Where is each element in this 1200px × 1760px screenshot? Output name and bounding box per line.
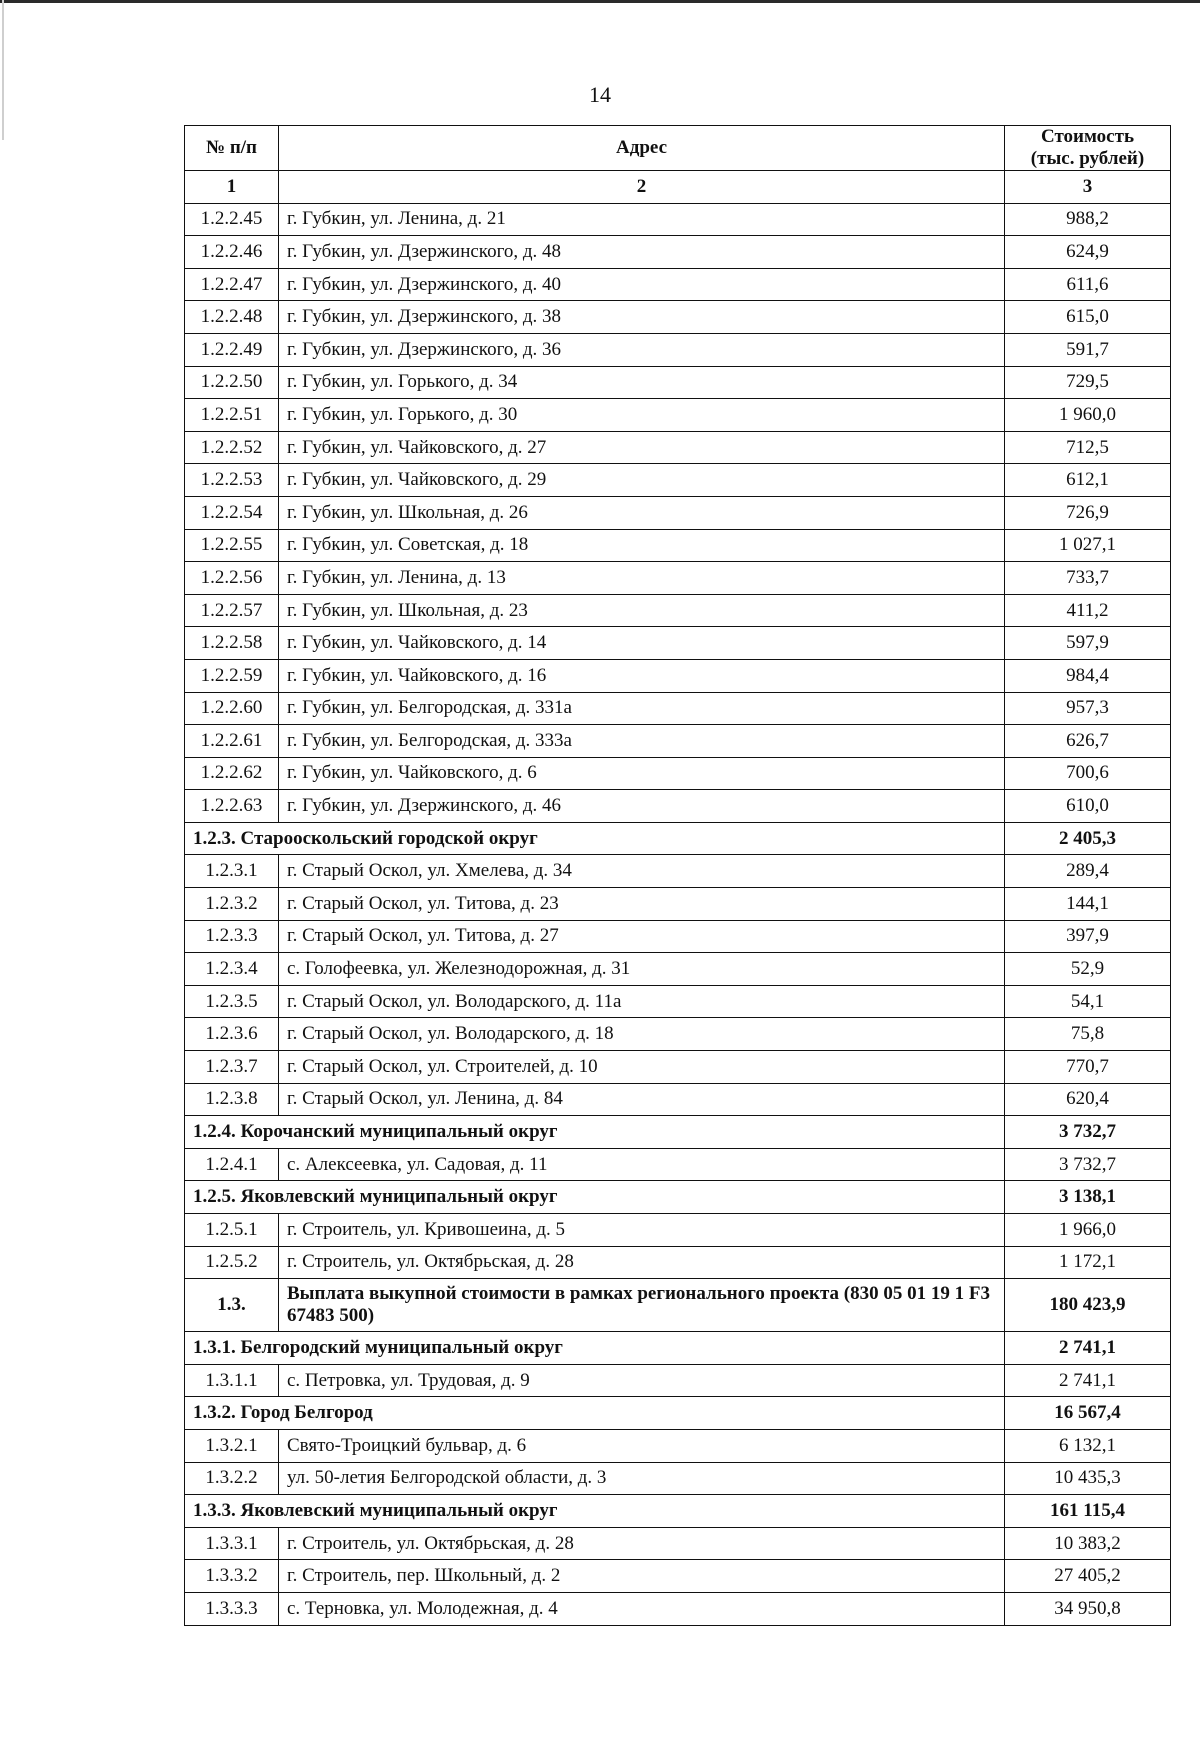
row-number: 1.2.5.1	[185, 1214, 279, 1247]
row-number: 1.2.2.48	[185, 301, 279, 334]
row-address: г. Строитель, пер. Школьный, д. 2	[279, 1560, 1005, 1593]
table-row	[185, 268, 1171, 301]
table-row	[185, 496, 1171, 529]
row-address: г. Губкин, ул. Ленина, д. 21	[279, 203, 1005, 236]
row-number: 1.2.2.57	[185, 594, 279, 627]
section-row	[185, 1397, 1171, 1430]
row-number: 1.2.3.5	[185, 985, 279, 1018]
row-address: г. Строитель, ул. Кривошеина, д. 5	[279, 1214, 1005, 1247]
row-cost: 984,4	[1005, 659, 1171, 692]
section-row	[185, 1181, 1171, 1214]
row-number: 1.2.2.49	[185, 333, 279, 366]
row-cost: 1 027,1	[1005, 529, 1171, 562]
header-index-1: 1	[185, 171, 279, 204]
row-cost: 10 435,3	[1005, 1462, 1171, 1495]
table-row	[185, 888, 1171, 921]
scan-edge-shadow	[2, 0, 4, 140]
row-number: 1.2.2.53	[185, 464, 279, 497]
section-total: 3 732,7	[1005, 1116, 1171, 1149]
row-cost: 624,9	[1005, 236, 1171, 269]
row-address: г. Губкин, ул. Горького, д. 30	[279, 399, 1005, 432]
row-number: 1.3.2.2	[185, 1462, 279, 1495]
table-row	[185, 953, 1171, 986]
table-row	[185, 562, 1171, 595]
row-address: г. Губкин, ул. Школьная, д. 23	[279, 594, 1005, 627]
row-address: г. Губкин, ул. Школьная, д. 26	[279, 496, 1005, 529]
table-row	[185, 594, 1171, 627]
row-number: 1.2.2.63	[185, 790, 279, 823]
table-row	[185, 1083, 1171, 1116]
table-row	[185, 1560, 1171, 1593]
row-address: г. Старый Оскол, ул. Титова, д. 23	[279, 888, 1005, 921]
row-address: с. Алексеевка, ул. Садовая, д. 11	[279, 1148, 1005, 1181]
row-number: 1.3.1.1	[185, 1364, 279, 1397]
table-row	[185, 725, 1171, 758]
row-cost: 611,6	[1005, 268, 1171, 301]
row-number: 1.2.2.52	[185, 431, 279, 464]
row-cost: 27 405,2	[1005, 1560, 1171, 1593]
row-address: г. Губкин, ул. Чайковского, д. 14	[279, 627, 1005, 660]
row-cost: 180 423,9	[1005, 1279, 1171, 1332]
row-address: г. Губкин, ул. Горького, д. 34	[279, 366, 1005, 399]
row-cost: 397,9	[1005, 920, 1171, 953]
header-cost-line1: Стоимость	[1040, 126, 1134, 147]
row-cost: 2 741,1	[1005, 1364, 1171, 1397]
row-number: 1.2.2.56	[185, 562, 279, 595]
row-cost: 54,1	[1005, 985, 1171, 1018]
table-row	[185, 431, 1171, 464]
row-number: 1.2.3.7	[185, 1051, 279, 1084]
table-row	[185, 659, 1171, 692]
row-number: 1.2.2.50	[185, 366, 279, 399]
row-address: г. Губкин, ул. Дзержинского, д. 38	[279, 301, 1005, 334]
table-row	[185, 1462, 1171, 1495]
table-row	[185, 1148, 1171, 1181]
row-number: 1.2.2.54	[185, 496, 279, 529]
row-cost: 411,2	[1005, 594, 1171, 627]
row-number: 1.2.2.46	[185, 236, 279, 269]
row-number: 1.2.2.45	[185, 203, 279, 236]
header-index-3: 3	[1005, 171, 1171, 204]
row-address: Свято-Троицкий бульвар, д. 6	[279, 1429, 1005, 1462]
section-total: 2 741,1	[1005, 1332, 1171, 1365]
row-number: 1.3.3.3	[185, 1592, 279, 1625]
row-address: г. Губкин, ул. Чайковского, д. 6	[279, 757, 1005, 790]
row-address: г. Губкин, ул. Дзержинского, д. 36	[279, 333, 1005, 366]
row-cost: 988,2	[1005, 203, 1171, 236]
row-cost: 612,1	[1005, 464, 1171, 497]
header-index-2: 2	[279, 171, 1005, 204]
row-address: г. Губкин, ул. Чайковского, д. 16	[279, 659, 1005, 692]
section-row	[185, 822, 1171, 855]
row-address: с. Терновка, ул. Молодежная, д. 4	[279, 1592, 1005, 1625]
header-cost-line2: (тыс. рублей)	[1030, 148, 1145, 169]
row-cost: 620,4	[1005, 1083, 1171, 1116]
row-address: г. Старый Оскол, ул. Володарского, д. 18	[279, 1018, 1005, 1051]
row-number: 1.2.2.60	[185, 692, 279, 725]
row-number: 1.2.3.6	[185, 1018, 279, 1051]
row-cost: 610,0	[1005, 790, 1171, 823]
row-cost: 597,9	[1005, 627, 1171, 660]
row-cost: 34 950,8	[1005, 1592, 1171, 1625]
row-cost: 1 966,0	[1005, 1214, 1171, 1247]
section-title: 1.3.3. Яковлевский муниципальный округ	[185, 1495, 1005, 1528]
row-number: 1.3.	[185, 1279, 279, 1332]
row-cost: 1 960,0	[1005, 399, 1171, 432]
table-header	[185, 126, 1171, 204]
table-row	[185, 203, 1171, 236]
section-total: 161 115,4	[1005, 1495, 1171, 1528]
table-body	[185, 203, 1171, 1625]
row-address: г. Губкин, ул. Чайковского, д. 29	[279, 464, 1005, 497]
section-title: 1.2.3. Старооскольский городской округ	[185, 822, 1005, 855]
table-row	[185, 1214, 1171, 1247]
section-total: 3 138,1	[1005, 1181, 1171, 1214]
row-cost: 729,5	[1005, 366, 1171, 399]
table-row	[185, 399, 1171, 432]
row-number: 1.3.2.1	[185, 1429, 279, 1462]
section-title: 1.3.1. Белгородский муниципальный округ	[185, 1332, 1005, 1365]
page-number: 14	[589, 82, 611, 107]
table-row	[185, 1018, 1171, 1051]
table-row	[185, 529, 1171, 562]
row-address: г. Строитель, ул. Октябрьская, д. 28	[279, 1527, 1005, 1560]
section-row	[185, 1495, 1171, 1528]
row-number: 1.2.3.8	[185, 1083, 279, 1116]
row-cost: 615,0	[1005, 301, 1171, 334]
row-number: 1.2.4.1	[185, 1148, 279, 1181]
table-row	[185, 985, 1171, 1018]
cost-table	[184, 125, 1171, 1626]
section-title: 1.3.2. Город Белгород	[185, 1397, 1005, 1430]
table-row	[185, 366, 1171, 399]
row-cost: 591,7	[1005, 333, 1171, 366]
row-number: 1.2.3.2	[185, 888, 279, 921]
row-number: 1.2.2.58	[185, 627, 279, 660]
table-row	[185, 1246, 1171, 1279]
row-address: г. Старый Оскол, ул. Строителей, д. 10	[279, 1051, 1005, 1084]
row-address: г. Старый Оскол, ул. Ленина, д. 84	[279, 1083, 1005, 1116]
section-total: 16 567,4	[1005, 1397, 1171, 1430]
row-address: г. Старый Оскол, ул. Титова, д. 27	[279, 920, 1005, 953]
row-cost: 144,1	[1005, 888, 1171, 921]
table-row	[185, 301, 1171, 334]
row-number: 1.2.3.4	[185, 953, 279, 986]
table-row	[185, 855, 1171, 888]
row-address: г. Губкин, ул. Белгородская, д. 331а	[279, 692, 1005, 725]
row-number: 1.3.3.1	[185, 1527, 279, 1560]
row-address: г. Губкин, ул. Дзержинского, д. 46	[279, 790, 1005, 823]
row-address: с. Петровка, ул. Трудовая, д. 9	[279, 1364, 1005, 1397]
table-row	[185, 1527, 1171, 1560]
row-number: 1.2.3.1	[185, 855, 279, 888]
row-cost: 712,5	[1005, 431, 1171, 464]
row-number: 1.2.2.62	[185, 757, 279, 790]
header-address: Адрес	[279, 126, 1005, 171]
row-cost: 733,7	[1005, 562, 1171, 595]
section-title: 1.2.5. Яковлевский муниципальный округ	[185, 1181, 1005, 1214]
table-row	[185, 1051, 1171, 1084]
row-number: 1.2.2.55	[185, 529, 279, 562]
row-cost: 289,4	[1005, 855, 1171, 888]
section-row	[185, 1116, 1171, 1149]
row-cost: 957,3	[1005, 692, 1171, 725]
row-address: г. Строитель, ул. Октябрьская, д. 28	[279, 1246, 1005, 1279]
row-address: г. Губкин, ул. Советская, д. 18	[279, 529, 1005, 562]
row-number: 1.3.3.2	[185, 1560, 279, 1593]
table-row	[185, 1429, 1171, 1462]
row-cost: 626,7	[1005, 725, 1171, 758]
row-number: 1.2.2.51	[185, 399, 279, 432]
table-row	[185, 464, 1171, 497]
row-address: Выплата выкупной стоимости в рамках регионального проекта (830 05 01 19 1 F3 67483 500)	[279, 1279, 1005, 1332]
scan-edge-line	[0, 0, 1200, 3]
section-row	[185, 1332, 1171, 1365]
row-cost: 52,9	[1005, 953, 1171, 986]
row-cost: 726,9	[1005, 496, 1171, 529]
row-number: 1.2.2.59	[185, 659, 279, 692]
row-address: г. Губкин, ул. Дзержинского, д. 48	[279, 236, 1005, 269]
row-cost: 1 172,1	[1005, 1246, 1171, 1279]
row-cost: 6 132,1	[1005, 1429, 1171, 1462]
row-address: г. Старый Оскол, ул. Хмелева, д. 34	[279, 855, 1005, 888]
row-cost: 75,8	[1005, 1018, 1171, 1051]
header-cost	[1005, 126, 1171, 171]
section-title: 1.2.4. Корочанский муниципальный округ	[185, 1116, 1005, 1149]
row-number: 1.2.2.61	[185, 725, 279, 758]
group-row	[185, 1279, 1171, 1332]
section-total: 2 405,3	[1005, 822, 1171, 855]
header-num: № п/п	[185, 126, 279, 171]
row-address: с. Голофеевка, ул. Железнодорожная, д. 31	[279, 953, 1005, 986]
row-address: г. Губкин, ул. Ленина, д. 13	[279, 562, 1005, 595]
row-cost: 700,6	[1005, 757, 1171, 790]
row-address: г. Старый Оскол, ул. Володарского, д. 11а	[279, 985, 1005, 1018]
table-row	[185, 333, 1171, 366]
row-cost: 10 383,2	[1005, 1527, 1171, 1560]
table-row	[185, 790, 1171, 823]
row-address: ул. 50-летия Белгородской области, д. 3	[279, 1462, 1005, 1495]
row-number: 1.2.5.2	[185, 1246, 279, 1279]
row-cost: 770,7	[1005, 1051, 1171, 1084]
row-cost: 3 732,7	[1005, 1148, 1171, 1181]
table-row	[185, 692, 1171, 725]
table-row	[185, 236, 1171, 269]
row-address: г. Губкин, ул. Дзержинского, д. 40	[279, 268, 1005, 301]
table-row	[185, 627, 1171, 660]
row-number: 1.2.2.47	[185, 268, 279, 301]
table-row	[185, 1592, 1171, 1625]
row-address: г. Губкин, ул. Чайковского, д. 27	[279, 431, 1005, 464]
row-address: г. Губкин, ул. Белгородская, д. 333а	[279, 725, 1005, 758]
table-row	[185, 920, 1171, 953]
row-number: 1.2.3.3	[185, 920, 279, 953]
table-row	[185, 757, 1171, 790]
table-row	[185, 1364, 1171, 1397]
